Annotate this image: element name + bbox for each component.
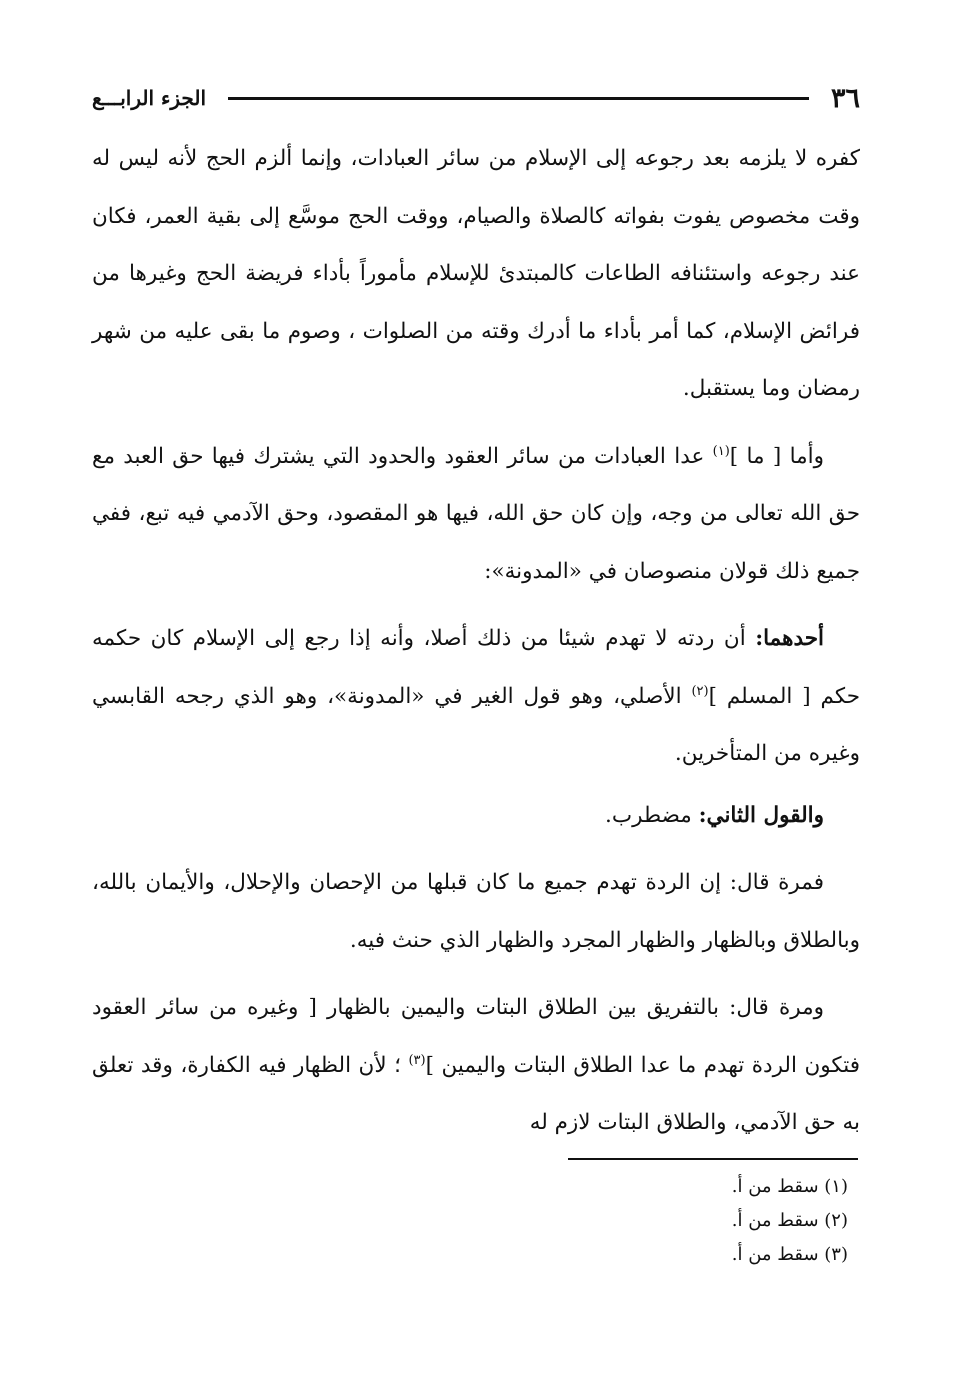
paragraph-2-text-cont: عدا العبادات من سائر العقود والحدود التي يشترك فيها حق العبد مع حق الله تعالى من وجه، وإن كان حق الله، فيها هو المقصود، وحق الآدمي فيه تبع، ففي جميع ذلك قولان منصوصان في «المدونة»: bbox=[92, 443, 860, 584]
page-header bbox=[92, 78, 860, 118]
footnote-3: (٣) سقط من أ. bbox=[731, 1244, 848, 1265]
first-opinion-heading: أحدهما: bbox=[755, 626, 824, 651]
footnote-separator bbox=[568, 1158, 858, 1160]
main-text bbox=[92, 130, 860, 1152]
footnote-1: (١) سقط من أ. bbox=[731, 1176, 848, 1197]
paragraph-1: كفره لا يلزمه بعد رجوعه إلى الإسلام من سائر العبادات، وإنما ألزم الحج لأنه ليس له وقت مخصوص يفوت بفواته كالصلاة والصيام، ووقت الحج موسَّع إلى بقية العمر، فكان عند رجوعه واستئنافه الطاعات كالمبتدئ للإسلام مأموراً بأداء فريضة الحج وغيرها من فرائض الإسلام، كما أمر بأداء ما أدرك وقته من الصلوات ، وصوم ما بقى عليه من شهر رمضان وما يستقبل. bbox=[92, 146, 860, 401]
footnote-ref-3: (٣) bbox=[408, 1052, 426, 1068]
header-rule bbox=[228, 97, 809, 100]
footnote-ref-1: (١) bbox=[712, 443, 730, 459]
paragraph-3-text-cont: الأصلي، وهو قول الغير في «المدونة»، وهو الذي رجحه القابسي وغيره من المتأخرين. bbox=[92, 683, 860, 766]
paragraph-3-text: أن ردته لا تهدم شيئا من ذلك أصلا، وأنه إذا رجع إلى الإسلام كان حكمه حكم [ المسلم ] bbox=[92, 626, 861, 709]
footnote-2: (٢) سقط من أ. bbox=[731, 1210, 848, 1231]
paragraph-2-text: وأما [ ما ] bbox=[729, 443, 824, 469]
footnotes bbox=[448, 1170, 848, 1272]
paragraph-5: فمرة قال: إن الردة تهدم جميع ما كان قبلها من الإحصان والإحلال، والأيمان بالله، وبالطلاق وبالظهار والظهار المجرد والظهار الذي حنث فيه. bbox=[92, 870, 860, 953]
paragraph-3 bbox=[92, 610, 860, 783]
paragraph-6-text-cont: ؛ لأن الظهار فيه الكفارة، وقد تعلق به حق الآدمي، والطلاق البتات لازم له bbox=[92, 1052, 860, 1135]
paragraph-2 bbox=[92, 428, 860, 601]
footnote-ref-2: (٢) bbox=[691, 683, 709, 699]
paragraph-4 bbox=[92, 787, 860, 845]
page-number: ٣٦ bbox=[830, 82, 860, 114]
running-title: الجزء الرابـــع bbox=[92, 86, 206, 110]
paragraph-6 bbox=[92, 979, 860, 1152]
second-opinion-heading: والقول الثاني: bbox=[698, 802, 824, 828]
paragraph-4-text: مضطرب. bbox=[605, 802, 699, 828]
paragraph-6-text: ومرة قال: بالتفريق بين الطلاق البتات واليمين بالظهار [ وغيره من سائر العقود فتكون الردة تهدم ما عدا الطلاق البتات واليمين ] bbox=[92, 995, 860, 1078]
